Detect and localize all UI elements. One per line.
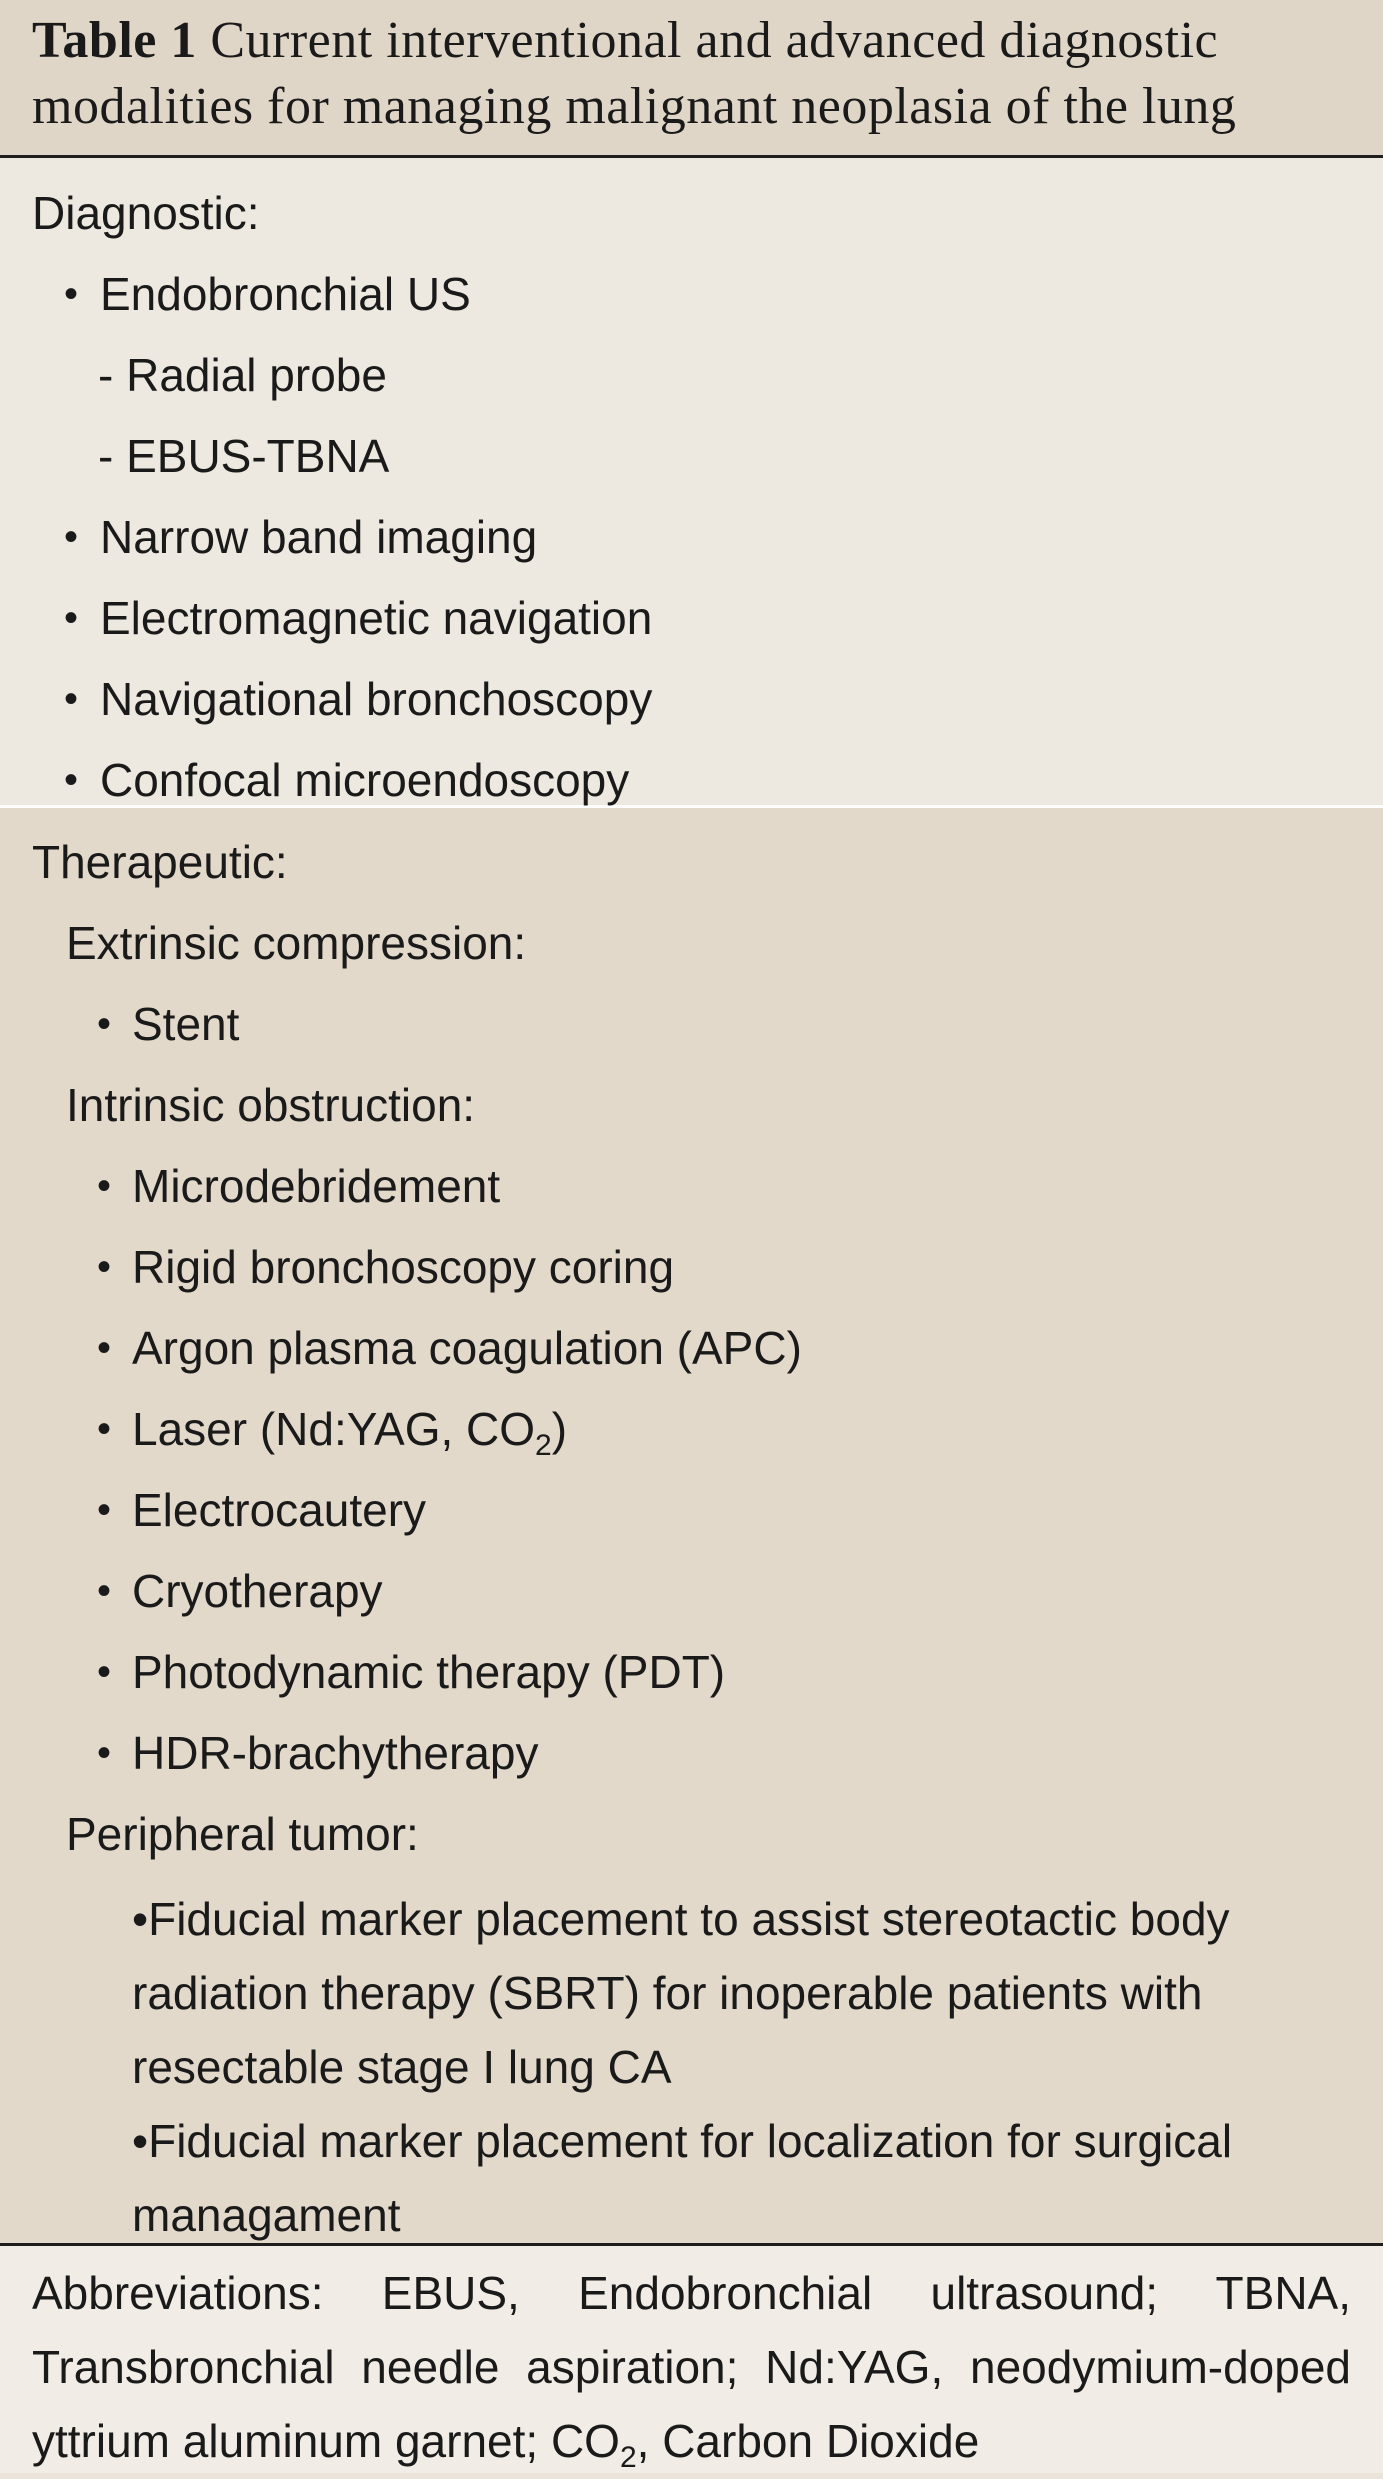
list-item: •Fiducial marker placement for localization for surgical managament: [132, 2115, 1233, 2241]
bullet-icon: •: [97, 1002, 112, 1046]
list-item: • Electrocautery: [0, 1470, 1383, 1551]
list-item: • Endobronchial US: [0, 254, 1383, 335]
table-caption: [0, 0, 1383, 158]
bullet-icon: •: [64, 758, 79, 802]
bullet-icon: •: [132, 2115, 149, 2167]
bullet-icon: •: [97, 1164, 112, 1208]
bullet-icon: •: [97, 1407, 112, 1451]
bullet-icon: •: [64, 677, 79, 721]
extrinsic-heading: Extrinsic compression:: [66, 917, 527, 969]
abbreviations-footnote: Abbreviations: EBUS, Endobronchial ultrasound; TBNA, Transbronchial needle aspiration; Nd:YAG, neodymium-doped yttrium aluminum garnet; $CO_2$, Carbon Dioxide: [0, 2246, 1383, 2473]
list-item: • HDR-brachytherapy: [0, 1713, 1383, 1794]
bullet-icon: •: [97, 1326, 112, 1370]
list-item: • Stent: [0, 984, 1383, 1065]
peripheral-heading: Peripheral tumor:: [66, 1808, 419, 1860]
diagnostic-heading: Diagnostic:: [32, 187, 260, 239]
subscript: 2: [535, 1429, 552, 1462]
bullet-icon: •: [97, 1569, 112, 1613]
bullet-icon: •: [97, 1488, 112, 1532]
bullet-icon: •: [97, 1245, 112, 1289]
table-caption-text: Current interventional and advanced diagnostic modalities for managing malignant neoplasia of the lung: [32, 12, 1237, 135]
list-item: • Narrow band imaging: [0, 497, 1383, 578]
list-item: • Laser (Nd:YAG, $CO_2$): [0, 1389, 1383, 1470]
bullet-icon: •: [97, 1650, 112, 1694]
list-item: • Rigid bronchoscopy coring: [0, 1227, 1383, 1308]
table-label: Table 1: [32, 12, 197, 69]
bullet-icon: •: [97, 1731, 112, 1775]
intrinsic-heading: Intrinsic obstruction:: [66, 1079, 476, 1131]
list-item: • Cryotherapy: [0, 1551, 1383, 1632]
therapeutic-section: [0, 808, 1383, 2246]
subscript: 2: [619, 2441, 637, 2474]
list-item: • Electromagnetic navigation: [0, 578, 1383, 659]
bullet-icon: •: [64, 515, 79, 559]
bullet-icon: •: [132, 1893, 149, 1945]
list-item: • Microdebridement: [0, 1146, 1383, 1227]
diagnostic-section: [0, 158, 1383, 808]
therapeutic-heading: Therapeutic:: [32, 836, 288, 888]
list-item: •Fiducial marker placement to assist stereotactic body radiation therapy (SBRT) for inoperable patients with resectable stage I lung CA: [132, 1893, 1230, 2093]
sub-item: - EBUS-TBNA: [98, 430, 390, 482]
list-item: • Confocal microendoscopy: [0, 740, 1383, 821]
sub-item: - Radial probe: [98, 349, 387, 401]
list-item: • Navigational bronchoscopy: [0, 659, 1383, 740]
bullet-icon: •: [64, 272, 79, 316]
list-item: • Photodynamic therapy (PDT): [0, 1632, 1383, 1713]
list-item: • Argon plasma coagulation (APC): [0, 1308, 1383, 1389]
bullet-icon: •: [64, 596, 79, 640]
